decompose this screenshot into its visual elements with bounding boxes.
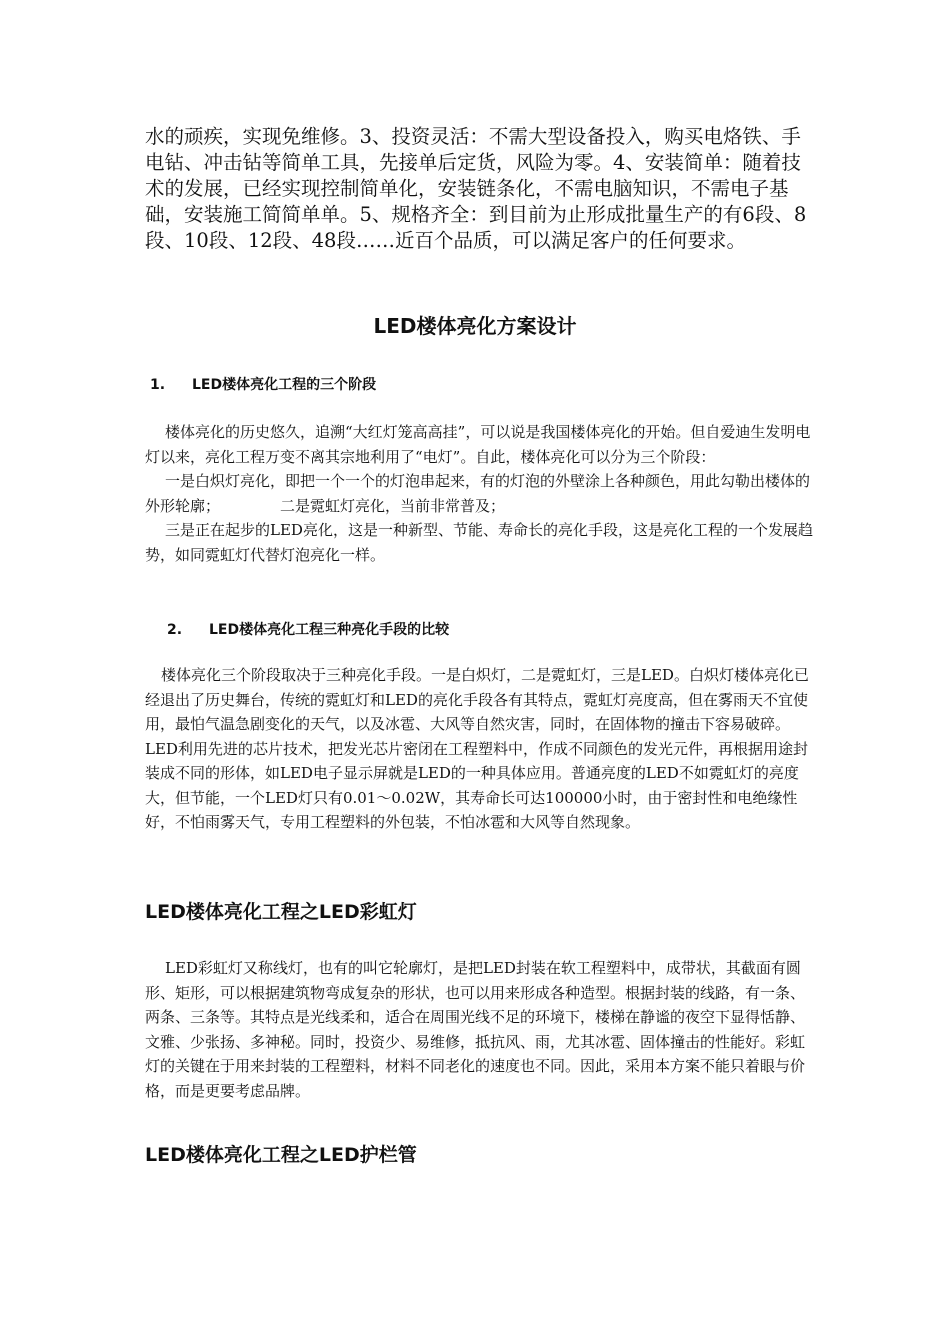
section-1-heading — [150, 374, 376, 394]
section-1-stage-2: 二是霓虹灯亮化，当前非常普及； — [280, 496, 506, 515]
section-2-body — [145, 663, 813, 835]
section-2-paragraph-1: 楼体亮化三个阶段取决于三种亮化手段。一是白炽灯，二是霓虹灯，三是LED。白炽灯楼体亮化已经退出了历史舞台，传统的霓虹灯和LED的亮化手段各有其特点，霓虹灯亮度高，但在雾雨天不宜使用，最怕气温急剧变化的天气，以及冰雹、大风等自然灾害，同时，在固体物的撞击下容易破碎。LED利用先进的芯片技术，把发光芯片密闭在工程塑料中，作成不同颜色的发光元件，再根据用途封装成不同的形体，如LED电子显示屏就是LED的一种具体应用。普通亮度的LED不如霓虹灯的亮度大，但节能，一个LED灯只有0.01～0.02W，其寿命长可达100000小时，由于密封性和电绝缘性好，不怕雨雾天气，专用工程塑料的外包装，不怕冰雹和大风等自然现象。 — [145, 666, 809, 831]
section-4-heading: LED楼体亮化工程之LED护栏管 — [145, 1144, 417, 1166]
section-1-number: 1. — [150, 377, 166, 393]
section-3-heading: LED楼体亮化工程之LED彩虹灯 — [145, 901, 417, 923]
section-1-stage-1: 一是白炽灯亮化，即把一个一个的灯泡串起来，有的灯泡的外壁涂上各种颜色，用此勾勒出楼体的外形轮廓； — [145, 472, 811, 515]
section-1-body — [145, 420, 813, 567]
section-2-title: LED楼体亮化工程三种亮化手段的比较 — [209, 622, 450, 638]
section-2-heading — [167, 619, 449, 639]
intro-paragraph: 水的顽疾，实现免维修。3、投资灵活：不需大型设备投入，购买电烙铁、手电钻、冲击钻等简单工具，先接单后定货，风险为零。4、安装简单：随着技术的发展，已经实现控制简单化，安装链条化，不需电脑知识，不需电子基础，安装施工简简单单。5、规格齐全：到目前为止形成批量生产的有6段、8段、10段、12段、48段……近百个品质，可以满足客户的任何要求。 — [145, 125, 807, 252]
section-1-paragraph-1: 楼体亮化的历史悠久，追溯“大红灯笼高高挂”，可以说是我国楼体亮化的开始。但自爱迪生发明电灯以来，亮化工程万变不离其宗地利用了“电灯”。自此，楼体亮化可以分为三个阶段： — [145, 423, 811, 466]
page-title: LED楼体亮化方案设计 — [373, 314, 577, 338]
section-1-paragraph-3: 三是正在起步的LED亮化，这是一种新型、节能、寿命长的亮化手段，这是亮化工程的一个发展趋势，如同霓虹灯代替灯泡亮化一样。 — [145, 521, 813, 564]
section-2-number: 2. — [167, 622, 183, 638]
section-3-body — [145, 956, 813, 1103]
section-1-paragraph-2 — [145, 469, 813, 518]
section-1-title: LED楼体亮化工程的三个阶段 — [192, 377, 377, 393]
section-3-paragraph-1: LED彩虹灯又称线灯，也有的叫它轮廓灯，是把LED封装在软工程塑料中，成带状，其截面有圆形、矩形，可以根据建筑物弯成复杂的形状，也可以用来形成各种造型。根据封装的线路，有一条、两条、三条等。其特点是光线柔和，适合在周围光线不足的环境下，楼梯在静谧的夜空下显得恬静、文雅、少张扬、多神秘。同时，投资少、易维修，抵抗风、雨，尤其冰雹、固体撞击的性能好。彩虹灯的关键在于用来封装的工程塑料，材料不同老化的速度也不同。因此，采用本方案不能只着眼与价格，而是更要考虑品牌。 — [145, 959, 806, 1100]
